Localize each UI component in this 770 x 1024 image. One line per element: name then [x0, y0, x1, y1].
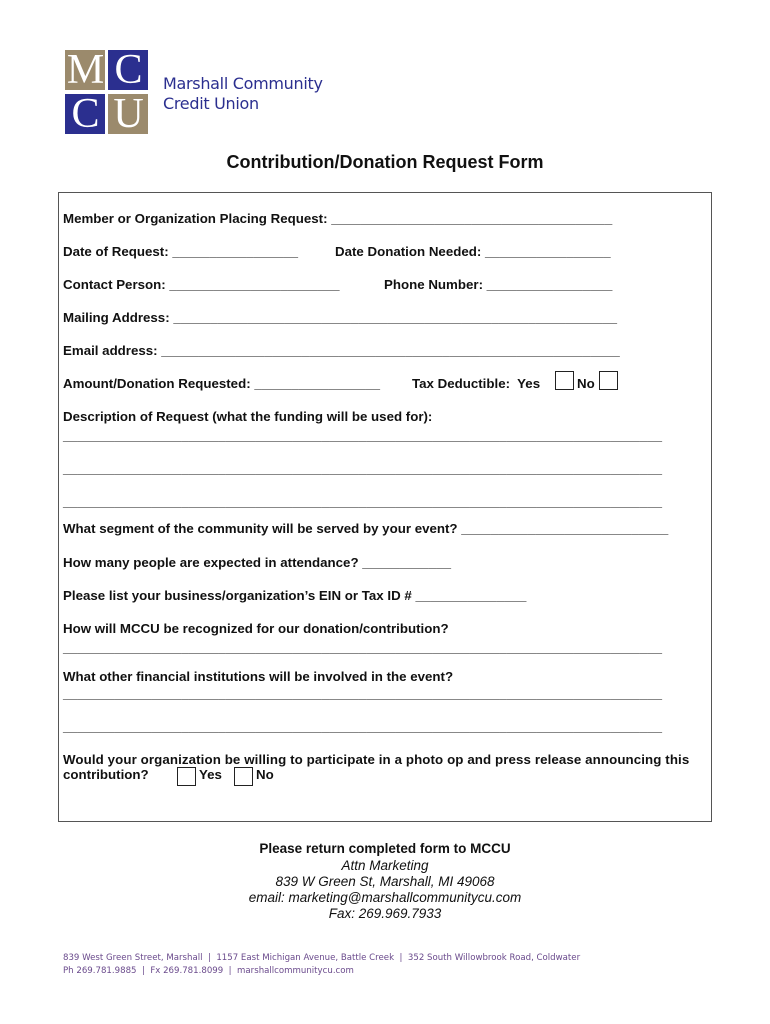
- logo-letter-c2: C: [65, 94, 105, 134]
- description-line-1[interactable]: _________________________________________________________________________________: [63, 428, 663, 443]
- logo-letter-c1: C: [108, 50, 148, 90]
- recognition-label: How will MCCU be recognized for our donation/contribution?: [63, 621, 449, 636]
- mccu-logo: [62, 46, 323, 138]
- photo-op-question-line2: contribution?: [63, 767, 149, 782]
- logo-letter-m: M: [66, 47, 104, 93]
- form-title: Contribution/Donation Request Form: [226, 152, 544, 172]
- logo-name-line1: Marshall Community: [163, 74, 323, 93]
- description-line-3[interactable]: _________________________________________________________________________________: [63, 494, 663, 509]
- other-institutions-label: What other financial institutions will be involved in the event?: [63, 669, 454, 684]
- description-line-2[interactable]: _________________________________________________________________________________: [63, 461, 663, 476]
- date-donation-needed-field[interactable]: Date Donation Needed: _________________: [335, 244, 611, 259]
- photo-no-label: No: [256, 767, 274, 782]
- description-label: Description of Request (what the funding will be used for):: [63, 409, 433, 424]
- amount-requested-field[interactable]: Amount/Donation Requested: _________________: [63, 376, 381, 391]
- recognition-line[interactable]: _________________________________________________________________________________: [63, 640, 663, 655]
- other-institutions-line-1[interactable]: _________________________________________________________________________________: [63, 686, 663, 701]
- tax-deductible-no-label: No: [577, 376, 595, 391]
- member-org-field[interactable]: Member or Organization Placing Request: ______________________________________: [63, 211, 613, 226]
- logo-letter-u: U: [108, 94, 148, 134]
- branch-addresses: 839 West Green Street, Marshall | 1157 East Michigan Avenue, Battle Creek | 352 South Willowbrook Road, Coldwater: [63, 953, 581, 963]
- ein-field[interactable]: Please list your business/organization’s EIN or Tax ID # _______________: [63, 588, 527, 603]
- email-address-field[interactable]: Email address: ______________________________________________________________: [63, 343, 620, 358]
- return-email: email: marketing@marshallcommunitycu.com: [248, 890, 522, 905]
- logo-name-line2: Credit Union: [163, 94, 259, 113]
- return-fax: Fax: 269.969.7933: [328, 906, 442, 921]
- attendance-field[interactable]: How many people are expected in attendance? ____________: [63, 555, 452, 570]
- community-segment-field[interactable]: What segment of the community will be served by your event? ____________________________: [63, 521, 669, 536]
- photo-op-question-line1: Would your organization be willing to participate in a photo op and press release announcing this: [63, 752, 690, 767]
- tax-no-checkbox[interactable]: [599, 371, 618, 390]
- attn-marketing: Attn Marketing: [341, 858, 429, 873]
- date-of-request-field[interactable]: Date of Request: _________________: [63, 244, 299, 259]
- return-street-address: 839 W Green St, Marshall, MI 49068: [275, 874, 495, 889]
- tax-yes-checkbox[interactable]: [555, 371, 574, 390]
- contact-numbers: Ph 269.781.9885 | Fx 269.781.8099 | marshallcommunitycu.com: [63, 966, 354, 976]
- return-instructions: Please return completed form to MCCU: [259, 841, 511, 856]
- mailing-address-field[interactable]: Mailing Address: ____________________________________________________________: [63, 310, 618, 325]
- photo-yes-checkbox[interactable]: [177, 767, 196, 786]
- photo-yes-label: Yes: [199, 767, 222, 782]
- photo-no-checkbox[interactable]: [234, 767, 253, 786]
- other-institutions-line-2[interactable]: _________________________________________________________________________________: [63, 719, 663, 734]
- phone-number-field[interactable]: Phone Number: _________________: [384, 277, 613, 292]
- tax-deductible-yes-label: Tax Deductible: Yes: [412, 376, 541, 391]
- contact-person-field[interactable]: Contact Person: _______________________: [63, 277, 340, 292]
